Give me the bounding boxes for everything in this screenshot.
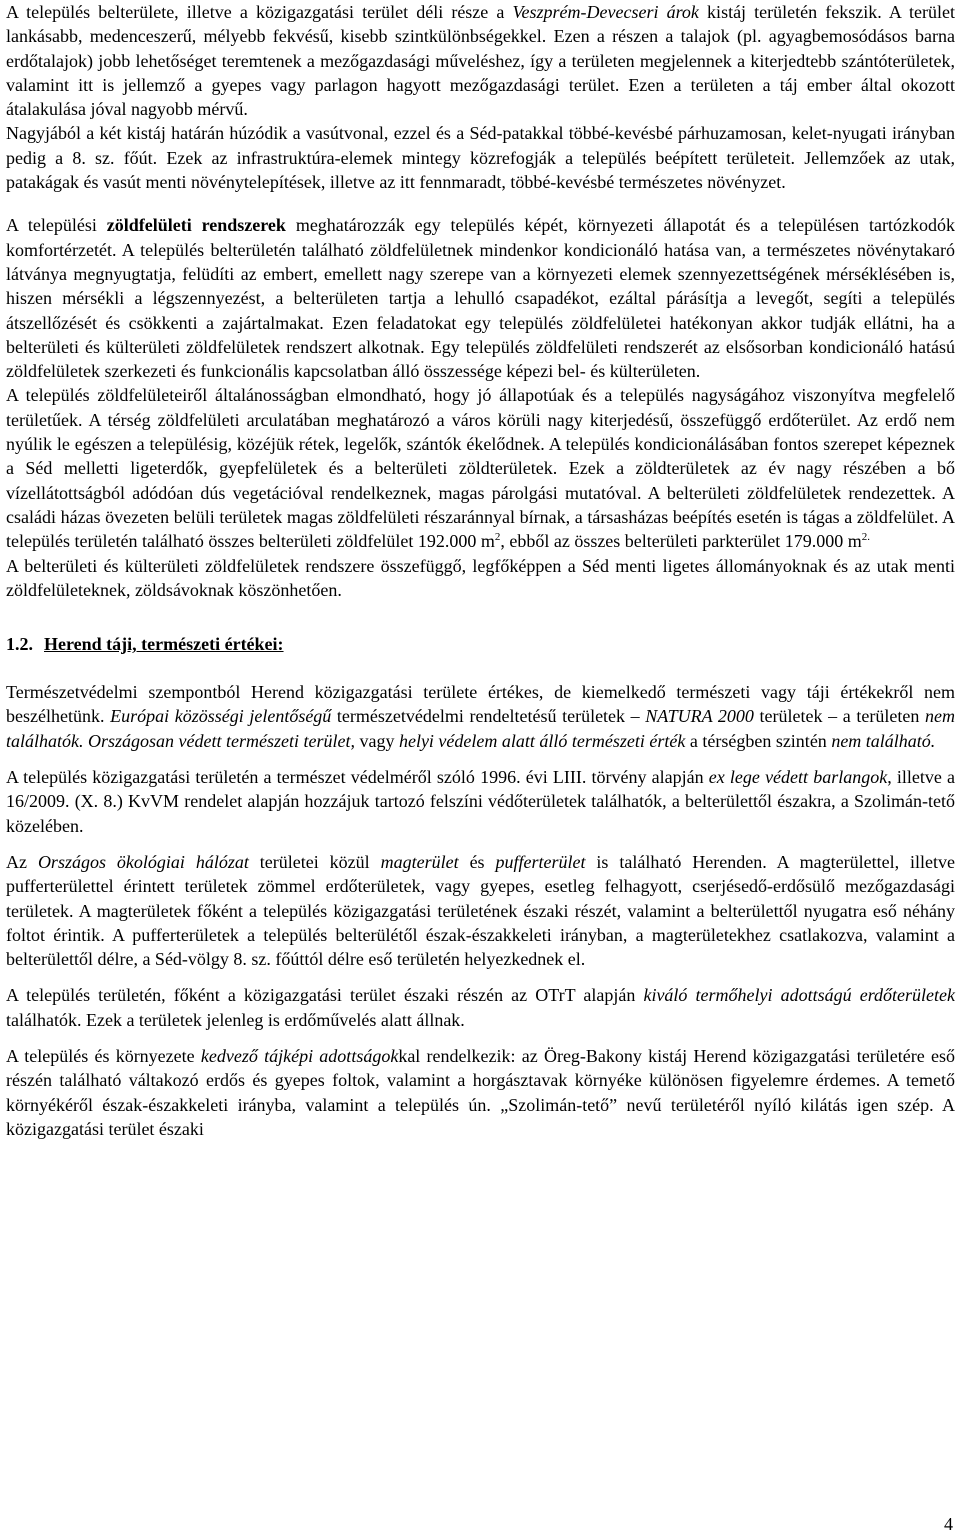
text-run: A település és környezete bbox=[6, 1045, 201, 1066]
section-heading bbox=[6, 632, 955, 656]
text-run: A település zöldfelületeiről általánosságban elmondható, hogy jó állapotúak és a település nagyságához viszonyítva megfelelő területűek. A térség zöldfelületi arculatában meghatározó a város körüli nagy kiterjedésű, összefüggő erdőterület. Az erdő nem nyúlik le egészen a településig, közéjük rétek, legelők, szántók ékelődnek. A település kondicionálásában fontos szerepet képeznek a Séd melletti ligeterdők, gyepfelületek és a belterületi zöldterületek. Ezek a zöldterületek az év nagy részében a bő vízellátottságból adódóan dús vegetációval rendelkeznek, magas párolgási mutatóval. A belterületi zöldfelületek rendezettek. A családi házas övezeten belüli területek magas zöldfelületi részaránnyal bírnak, a társasházas beépítés esetén is tágas a zöldfelület. A település területén található összes belterületi zöldfelület 192.000 m bbox=[6, 385, 955, 552]
text-run: területek – a területen bbox=[753, 706, 925, 727]
text-run: , illetve a 16/2009. (X. 8.) KvVM rendelet alapján hozzájuk tartozó felszíni védőterületek találhatók, a belterülettől északra, a Szolimán-tető közelében. bbox=[6, 767, 955, 836]
italic-term: NATURA 2000 bbox=[645, 706, 754, 727]
section-number: 1.2. bbox=[6, 634, 33, 655]
paragraph-nature-protection bbox=[6, 680, 955, 753]
text-run: természetvédelmi rendeltetésű területek – bbox=[331, 706, 646, 727]
text-run: Természetvédelmi szempontból Herend közigazgatási területe értékes, de kiemelkedő természeti vagy táji értékekről nem beszélhetünk. bbox=[6, 682, 955, 727]
page-number: 4 bbox=[944, 1514, 953, 1534]
text-run: Az bbox=[6, 851, 38, 872]
paragraph-landscape bbox=[6, 1044, 955, 1141]
italic-term: kiváló termőhelyi adottságú erdőterületek bbox=[643, 985, 955, 1006]
italic-term: Európai közösségi jelentőségű bbox=[110, 706, 332, 727]
paragraph-green-systems bbox=[6, 213, 955, 383]
paragraph-green-areas bbox=[6, 383, 955, 553]
paragraph-forest-areas bbox=[6, 983, 955, 1032]
paragraph-veszprem-devecseri bbox=[6, 0, 955, 121]
paragraph-railway: Nagyjából a két kistáj határán húzódik a vasútvonal, ezzel és a Séd-patakkal többé-kevésbé párhuzamosan, kelet-nyugati irányban pedig a 8. sz. főút. Ezek az infrastruktúra-elemek mintegy közrefogják a település beépített területeit. Jellemzőek az utak, patakágak és vasút menti növénytelepítések, illetve az itt fennmaradt, többé-kevésbé természetes növényzet. bbox=[6, 123, 955, 193]
text-run: A település belterülete, illetve a közigazgatási terület déli része a bbox=[6, 2, 513, 22]
italic-term: magterület bbox=[380, 851, 459, 872]
paragraph-green-network: A belterületi és külterületi zöldfelületek rendszere összefüggő, legfőképpen a Séd menti ligetes állományoknak és az utak menti zöldfelületeknek, zöldsávoknak köszönhetően. bbox=[6, 555, 955, 600]
italic-term: helyi védelem alatt álló természeti érték bbox=[398, 730, 686, 751]
text-run: A települési bbox=[6, 215, 107, 236]
place-name-italic: Veszprém-Devecseri árok bbox=[512, 2, 699, 22]
superscript: 2. bbox=[861, 531, 870, 544]
text-run: vagy bbox=[354, 730, 399, 751]
paragraph-caves bbox=[6, 765, 955, 838]
text-run: a térségben szintén bbox=[685, 730, 832, 751]
text-run: kistáj területén fekszik. A terület lankásabb, medenceszerű, mélyebb fekvésű, kisebb szintkülönbségekkel. Ezen a részen a talajok (pl. agyagbemosódásos barna erdőtalajok) jobb lehetőséget teremtenek a mezőgazdasági műveléshez, így a területen megjelennek a kiterjedtebb szántóterületek, valamint itt is jellemző a gyepes vagy parlagon hagyott mezőgazdasági terület. Ezen a területen a táj ember által okozott átalakulása jóval nagyobb mérvű. bbox=[6, 2, 955, 120]
text-run: kal rendelkezik: az Öreg-Bakony kistáj Herend közigazgatási területére eső részén található váltakozó erdős és gyepes foltok, valamint a horgásztavak környéke különösen figyelemre érdemes. A temető környékéről észak-északkeleti irányba, valamint a település ún. „Szolimán-tető” nevű területéről nyíló kilátás igen szép. A közigazgatási terület északi bbox=[6, 1045, 955, 1139]
text-run: meghatározzák egy település képét, környezeti állapotát és a településen tartózkodók komfortérzetét. A település belterületén található zöldfelületnek mindenkor kondicionáló hatása van, a természetes növénytakaró látványa megnyugtatja, felüdíti az embert, emellett nagy szerepe van a környezeti elemek szennyezettségének mérséklésében is, hiszen mérsékli a légszennyezést, a belterületen tartja a lehulló csapadékot, ezáltal párásítja a levegőt, segíti a település átszellőzését és csökkenti a zajártalmakat. Ezen feladatokat egy település zöldfelületei hatékonyan akkor tudják ellátni, ha a belterületi és külterületi zöldfelületek rendszert alkotnak. Egy település zöldfelületi rendszerét az elsősorban kondicionáló hatású zöldfelületek szerkezeti és funkcionális kapcsolatban álló összessége képezi bel- és külterületen. bbox=[6, 215, 955, 382]
text-run: területei közül bbox=[248, 851, 381, 872]
bold-term: zöldfelületi rendszerek bbox=[106, 215, 286, 236]
italic-term: kedvező tájképi adottságok bbox=[200, 1045, 399, 1066]
paragraph-ecological-network bbox=[6, 850, 955, 971]
text-run: , ebből az összes belterületi parkterület 179.000 m bbox=[500, 531, 862, 552]
italic-term: nem találhatók. Országosan védett természeti terület, bbox=[6, 706, 955, 751]
italic-term: ex lege védett barlangok bbox=[708, 767, 888, 788]
text-run: találhatók. Ezek a területek jelenleg is erdőművelés alatt állnak. bbox=[6, 1009, 465, 1030]
document-page bbox=[6, 0, 955, 1141]
italic-term: nem található. bbox=[831, 730, 936, 751]
text-run: is található Herenden. A magterülettel, illetve pufferterülettel érintett területek zömmel erdőterületek, vagy gyepes, esetleg felhagyott, cserjésedő-erdősülő mezőgazdasági területek. A magterületek főként a település közigazgatási területének északi részét, valamint a belterülettől nyugatra eső néhány foltot érintik. A pufferterületek a település belterülétől észak-északkeleti irányban, a magterületekhez csatlakozva, valamint a belterülettől délre, a Séd-völgy 8. sz. főúttól délre eső területén helyezkednek el. bbox=[6, 851, 955, 970]
text-run: A település területén, főként a közigazgatási terület északi részén az OTrT alapján bbox=[6, 985, 644, 1006]
section-title: Herend táji, természeti értékei: bbox=[44, 634, 284, 655]
italic-term: pufferterület bbox=[495, 851, 586, 872]
italic-term: Országos ökológiai hálózat bbox=[37, 851, 249, 872]
text-run: A település közigazgatási területén a természet védelméről szóló 1996. évi LIII. törvény alapján bbox=[6, 767, 709, 788]
text-run: és bbox=[458, 851, 496, 872]
superscript: 2 bbox=[494, 531, 501, 544]
